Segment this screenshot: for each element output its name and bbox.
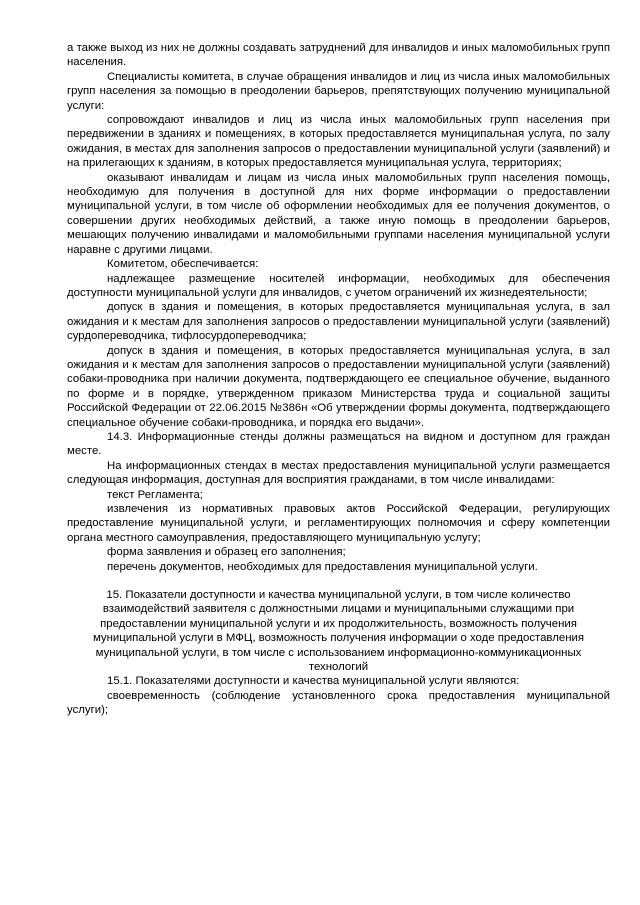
paragraphs-after	[67, 674, 610, 717]
paragraph: допуск в здания и помещения, в которых предоставляется муниципальная услуга, в зал ожидания и к местам для заполнения запросов о предоставлении муниципальной услуги (заявлений) сурдопереводчика, тифлосурдопереводчика;	[67, 301, 610, 343]
paragraph: форма заявления и образец его заполнения;	[107, 546, 346, 559]
paragraph: извлечения из нормативных правовых актов Российской Федерации, регулирующих предоставление муниципальной услуги, и регламентирующих полномочия и сферу компетенции органа местного самоуправления, предоставляющего муниципальную услугу;	[67, 503, 610, 544]
paragraph: оказывают инвалидам и лицам из числа иных маломобильных групп населения помощь, необходимую для получения в доступной для них форме информации о предоставлении муниципальной услуги, в том числе об оформлении необходимых для ее получения документов, о совершении других необходимых действий, а также иную помощь в преодолении барьеров, мешающих получению инвалидами и маломобильными группами населения муниципальной услуги наравне с другими лицами.	[67, 171, 610, 256]
paragraph: перечень документов, необходимых для предоставления муниципальной услуги.	[107, 560, 538, 573]
paragraphs-before	[67, 41, 610, 574]
paragraph: На информационных стендах в местах предоставления муниципальной услуги размещается следующая информация, доступная для восприятия гражданами, в том числе инвалидами:	[67, 459, 610, 487]
document-page	[67, 41, 610, 718]
paragraph: Специалисты комитета, в случае обращения инвалидов и лиц из числа иных маломобильных групп населения за помощью в преодолении барьеров, препятствующих получению муниципальной услуги:	[67, 70, 610, 112]
section-heading: 15. Показатели доступности и качества муниципальной услуги, в том числе количество взаимодействий заявителя с должностными лицами и муниципальными служащими при предоставлении муниципальной услуги и их продолжительность, возможность получения муниципальной услуги в МФЦ, возможность получения информации о ходе предоставления муниципальной услуги, в том числе с использованием информационно-коммуникационных технологий	[92, 589, 585, 674]
paragraph: 14.3. Информационные стенды должны размещаться на видном и доступном для граждан месте.	[67, 430, 610, 458]
paragraph: 15.1. Показателями доступности и качества муниципальной услуги являются:	[107, 675, 520, 688]
paragraph: текст Регламента;	[107, 488, 203, 501]
paragraph: Комитетом, обеспечивается:	[107, 258, 259, 271]
paragraph: надлежащее размещение носителей информации, необходимых для обеспечения доступности муниципальной услуги для инвалидов, с учетом ограничений их жизнедеятельности;	[67, 272, 610, 299]
paragraph: сопровождают инвалидов и лиц из числа иных маломобильных групп населения при передвижении в зданиях и помещениях, в которых предоставляется муниципальная услуга, по залу ожидания, в местах для заполнения запросов о предоставлении муниципальной услуги (заявлений) и на прилегающих к зданиям, в которых предоставляется муниципальная услуга, территориях;	[67, 114, 610, 170]
paragraph: своевременность (соблюдение установленного срока предоставления муниципальной услуги);	[67, 689, 610, 717]
paragraph: допуск в здания и помещения, в которых предоставляется муниципальная услуга, в зал ожидания и к местам для заполнения запросов о предоставлении муниципальной услуги (заявлений) собаки-проводника при наличии документа, подтверждающего ее специальное обучение, выданного по форме и в порядке, утвержденном приказом Министерства труда и социальной защиты Российской Федерации от 22.06.2015 №386н «Об утверждении формы документа, подтверждающего специальное обучение собаки-проводника, и порядка его выдачи».	[67, 344, 610, 429]
paragraph: а также выход из них не должны создавать затруднений для инвалидов и иных маломобильных групп населения.	[67, 42, 610, 69]
